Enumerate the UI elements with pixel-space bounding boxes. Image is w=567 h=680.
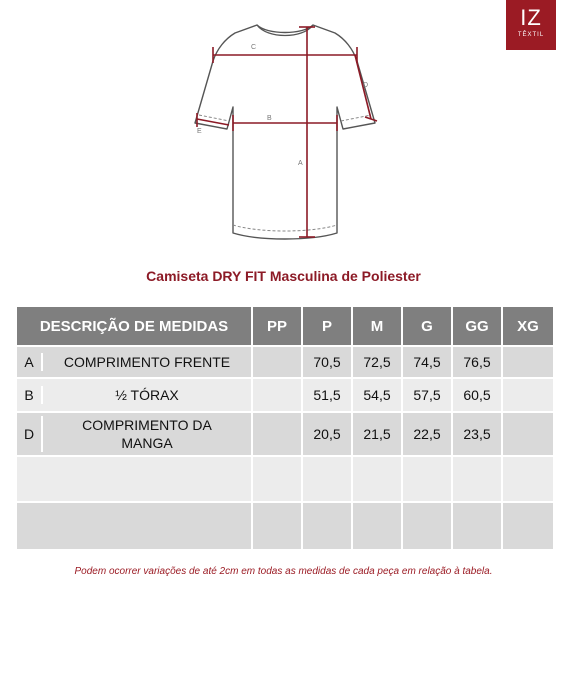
row-description-cell xyxy=(16,346,252,378)
row-description-cell xyxy=(16,502,252,550)
row-description: COMPRIMENTO FRENTE xyxy=(63,354,231,370)
header-size-g: G xyxy=(402,306,452,346)
row-code: A xyxy=(17,353,43,371)
size-value-cell xyxy=(252,412,302,456)
row-code: B xyxy=(17,386,43,404)
table-row xyxy=(16,412,554,456)
size-value-cell: 57,5 xyxy=(402,378,452,412)
size-value-cell xyxy=(252,456,302,502)
size-value-cell: 60,5 xyxy=(452,378,502,412)
size-value-cell xyxy=(452,456,502,502)
row-description: COMPRIMENTO DA MANGA xyxy=(82,417,212,451)
label-d: D xyxy=(363,82,369,89)
size-value-cell: 72,5 xyxy=(352,346,402,378)
size-value-cell xyxy=(502,502,554,550)
size-value-cell xyxy=(252,346,302,378)
size-value-cell: 74,5 xyxy=(402,346,452,378)
size-value-cell xyxy=(302,502,352,550)
size-value-cell: 54,5 xyxy=(352,378,402,412)
size-value-cell: 70,5 xyxy=(302,346,352,378)
variation-note: Podem ocorrer variações de até 2cm em todas as medidas de cada peça em relação à tabela. xyxy=(74,566,493,577)
size-value-cell xyxy=(352,502,402,550)
row-description-cell xyxy=(16,378,252,412)
label-b: B xyxy=(267,115,272,122)
label-e: E xyxy=(197,128,202,135)
size-value-cell: 76,5 xyxy=(452,346,502,378)
size-value-cell xyxy=(402,456,452,502)
size-value-cell: 21,5 xyxy=(352,412,402,456)
size-table xyxy=(15,305,555,551)
header-size-gg: GG xyxy=(452,306,502,346)
table-header-row xyxy=(16,306,554,346)
size-value-cell xyxy=(502,412,554,456)
size-value-cell xyxy=(452,502,502,550)
size-value-cell: 23,5 xyxy=(452,412,502,456)
logo-mark: IZ xyxy=(520,5,542,30)
logo-sub: TÊXTIL xyxy=(517,32,545,38)
row-code: D xyxy=(17,416,43,452)
size-value-cell xyxy=(352,456,402,502)
table-row xyxy=(16,456,554,502)
size-value-cell xyxy=(402,502,452,550)
product-title: Camiseta DRY FIT Masculina de Poliester xyxy=(146,268,421,284)
size-value-cell xyxy=(252,378,302,412)
size-value-cell xyxy=(252,502,302,550)
label-c: C xyxy=(251,44,257,51)
size-value-cell xyxy=(502,456,554,502)
tshirt-diagram xyxy=(185,15,385,250)
size-value-cell xyxy=(502,378,554,412)
header-size-xg: XG xyxy=(502,306,554,346)
row-description-cell xyxy=(16,456,252,502)
row-description: ½ TÓRAX xyxy=(115,387,179,403)
brand-logo xyxy=(506,0,556,50)
size-value-cell: 22,5 xyxy=(402,412,452,456)
size-value-cell: 51,5 xyxy=(302,378,352,412)
table-row xyxy=(16,346,554,378)
table-row xyxy=(16,502,554,550)
header-size-pp: PP xyxy=(252,306,302,346)
row-description-cell xyxy=(16,412,252,456)
header-size-p: P xyxy=(302,306,352,346)
header-size-m: M xyxy=(352,306,402,346)
tshirt-outline xyxy=(195,25,375,239)
size-value-cell: 20,5 xyxy=(302,412,352,456)
size-value-cell xyxy=(502,346,554,378)
header-description: DESCRIÇÃO DE MEDIDAS xyxy=(16,306,252,346)
table-row xyxy=(16,378,554,412)
label-a: A xyxy=(298,160,303,167)
size-value-cell xyxy=(302,456,352,502)
table-body xyxy=(16,346,554,550)
